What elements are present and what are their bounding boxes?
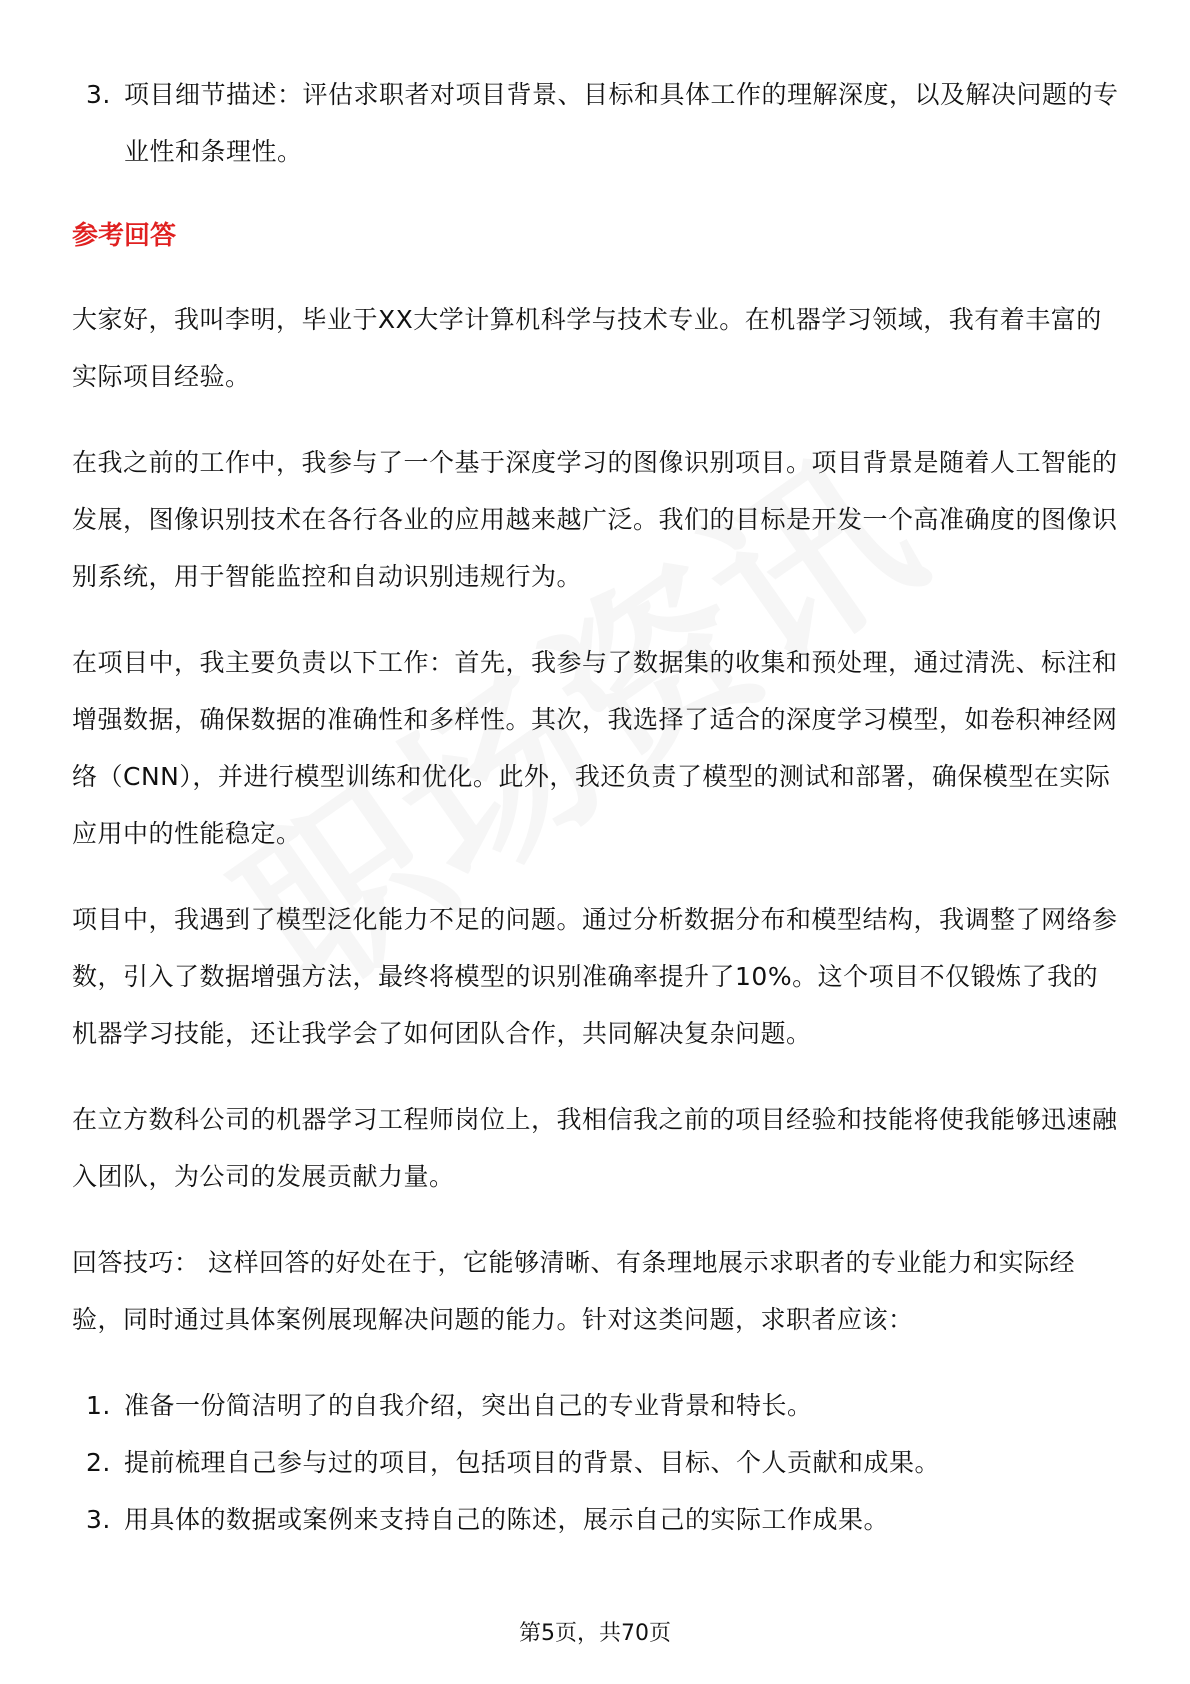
answer-heading: 参考回答 xyxy=(72,221,177,251)
answer-tips-paragraph: 回答技巧： 这样回答的好处在于，它能够清晰、有条理地展示求职者的专业能力和实际经验，同时通过具体案例展现解决问题的能力。针对这类问题，求职者应该： xyxy=(72,1248,1075,1334)
list-text: 准备一份简洁明了的自我介绍，突出自己的专业背景和特长。 xyxy=(124,1391,813,1420)
list-text: 项目细节描述：评估求职者对项目背景、目标和具体工作的理解深度，以及解决问题的专业性和条理性。 xyxy=(124,80,1119,166)
list-text: 用具体的数据或案例来支持自己的陈述，展示自己的实际工作成果。 xyxy=(124,1505,890,1534)
list-number: 3. xyxy=(86,80,111,109)
answer-paragraph-project-background: 在我之前的工作中，我参与了一个基于深度学习的图像识别项目。项目背景是随着人工智能的发展，图像识别技术在各行各业的应用越来越广泛。我们的目标是开发一个高准确度的图像识别系统，用于智能监控和自动识别违规行为。 xyxy=(72,448,1118,591)
list-item xyxy=(72,1491,1122,1548)
document-page xyxy=(72,66,1122,1548)
list-number: 2. xyxy=(86,1448,111,1477)
list-text: 提前梳理自己参与过的项目，包括项目的背景、目标、个人贡献和成果。 xyxy=(124,1448,941,1477)
list-item xyxy=(72,1377,1122,1434)
page-footer: 第5页，共70页 xyxy=(519,1621,671,1646)
evaluation-criteria-list xyxy=(72,66,1122,180)
list-item xyxy=(72,1434,1122,1491)
list-number: 3. xyxy=(86,1505,111,1534)
answer-paragraph-challenges: 项目中，我遇到了模型泛化能力不足的问题。通过分析数据分布和模型结构，我调整了网络参数，引入了数据增强方法，最终将模型的识别准确率提升了10%。这个项目不仅锻炼了我的机器学习技能，还让我学会了如何团队合作，共同解决复杂问题。 xyxy=(72,905,1118,1048)
list-item xyxy=(72,66,1122,180)
answer-paragraph-intro: 大家好，我叫李明，毕业于XX大学计算机科学与技术专业。在机器学习领域，我有着丰富的实际项目经验。 xyxy=(72,305,1102,391)
list-number: 1. xyxy=(86,1391,111,1420)
tips-list xyxy=(72,1377,1122,1548)
answer-paragraph-responsibilities: 在项目中，我主要负责以下工作：首先，我参与了数据集的收集和预处理，通过清洗、标注和增强数据，确保数据的准确性和多样性。其次，我选择了适合的深度学习模型，如卷积神经网络（CNN），并进行模型训练和优化。此外，我还负责了模型的测试和部署，确保模型在实际应用中的性能稳定。 xyxy=(72,648,1118,848)
answer-paragraph-closing: 在立方数科公司的机器学习工程师岗位上，我相信我之前的项目经验和技能将使我能够迅速融入团队，为公司的发展贡献力量。 xyxy=(72,1105,1118,1191)
